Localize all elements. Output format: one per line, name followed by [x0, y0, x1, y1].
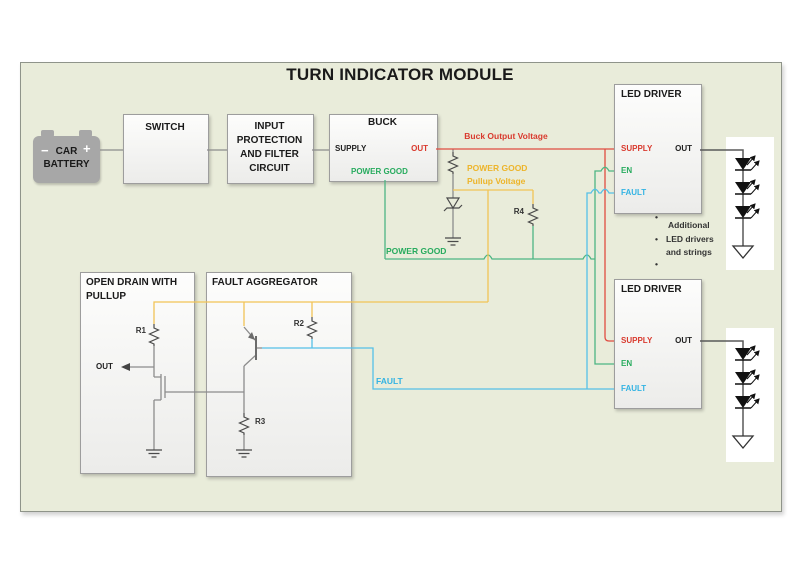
led-driver-bottom-pin-supply: SUPPLY — [621, 336, 653, 345]
led-string-ground-top — [733, 246, 753, 258]
input-protection-line4: CIRCUIT — [249, 163, 290, 174]
led-string-ground-bottom — [733, 436, 753, 448]
page-title: TURN INDICATOR MODULE — [286, 65, 514, 84]
fault-aggregator-title: FAULT AGGREGATOR — [212, 277, 318, 288]
input-protection-line3: AND FILTER — [240, 149, 299, 160]
led-driver-top-pin-fault: FAULT — [621, 188, 647, 197]
bjt-collector — [244, 355, 256, 366]
note-line-1: Additional — [668, 220, 710, 230]
note-bullet-3: • — [655, 259, 658, 269]
open-drain-title-line1: OPEN DRAIN WITH — [86, 277, 178, 288]
buck-pin-power-good: POWER GOOD — [351, 167, 408, 176]
buck-title: BUCK — [368, 117, 397, 128]
input-protection-line1: INPUT — [254, 121, 285, 132]
fault-label: FAULT — [376, 376, 403, 386]
led-driver-top-pin-out: OUT — [675, 144, 692, 153]
led-driver-bottom-title: LED DRIVER — [621, 284, 682, 295]
wire-fault-bus — [262, 348, 614, 389]
out-arrowhead — [121, 363, 130, 371]
zener-diode — [447, 198, 459, 208]
mosfet-symbol — [154, 374, 165, 450]
resistor-r2-label: R2 — [293, 319, 304, 328]
green-wires — [385, 167, 614, 364]
buck-pin-out: OUT — [411, 144, 428, 153]
resistor-r3-label: R3 — [255, 417, 266, 426]
pullup-voltage-label-line1: POWER GOOD — [467, 163, 528, 173]
led-strings — [700, 150, 759, 448]
gray-wires — [100, 149, 453, 450]
wire-pullup-top — [453, 190, 533, 204]
pullup-voltage-label-line2: Pullup Voltage — [467, 176, 526, 186]
led-icon — [735, 396, 751, 408]
note-bullet-1: • — [655, 212, 658, 222]
resistor-r3 — [240, 413, 249, 435]
led-icon — [735, 182, 751, 194]
resistor-r1-label: R1 — [135, 326, 146, 335]
note-bullet-2: • — [655, 234, 658, 244]
resistor-r2 — [308, 317, 317, 339]
battery-plus-sign: + — [83, 141, 91, 156]
buck-pin-supply: SUPPLY — [335, 144, 367, 153]
resistor-r4 — [529, 204, 538, 226]
open-drain-out-label: OUT — [96, 362, 113, 371]
switch-title: SWITCH — [145, 122, 185, 133]
led-icon — [735, 372, 751, 384]
open-drain-title-line2: PULLUP — [86, 291, 126, 302]
note-line-3: and strings — [666, 247, 712, 257]
blue-wires — [262, 189, 614, 389]
wire-fault-top — [587, 189, 614, 389]
component-symbols — [146, 149, 538, 457]
led-driver-bottom-pin-out: OUT — [675, 336, 692, 345]
battery-minus-sign: − — [41, 143, 49, 158]
resistor-r1 — [150, 324, 159, 346]
battery-label-line2: BATTERY — [43, 159, 90, 170]
led-driver-top-title: LED DRIVER — [621, 89, 682, 100]
ground-zener — [445, 238, 461, 245]
wire-pullup-bus — [154, 302, 488, 324]
note-line-2: LED drivers — [666, 234, 714, 244]
led-driver-bottom-pin-fault: FAULT — [621, 384, 647, 393]
led-icon — [735, 206, 751, 218]
buck-output-voltage-label: Buck Output Voltage — [464, 131, 548, 141]
wire-led-string-top — [700, 150, 743, 246]
wire-supply-branch — [605, 149, 614, 341]
led-driver-top-pin-en: EN — [621, 166, 633, 175]
led-icon — [735, 348, 751, 360]
resistor-r4-label: R4 — [513, 207, 524, 216]
input-protection-line2: PROTECTION — [236, 135, 303, 146]
battery-label-line1: CAR — [55, 146, 78, 157]
resistor-buck-tap — [449, 152, 458, 174]
yellow-wires — [154, 190, 533, 326]
led-driver-top-pin-supply: SUPPLY — [621, 144, 653, 153]
power-good-label: POWER GOOD — [386, 246, 447, 256]
ground-open-drain — [146, 450, 162, 457]
ground-fault-aggregator — [236, 450, 252, 457]
led-driver-bottom-pin-en: EN — [621, 359, 633, 368]
led-icon — [735, 158, 751, 170]
wire-led-string-bottom — [700, 341, 743, 436]
